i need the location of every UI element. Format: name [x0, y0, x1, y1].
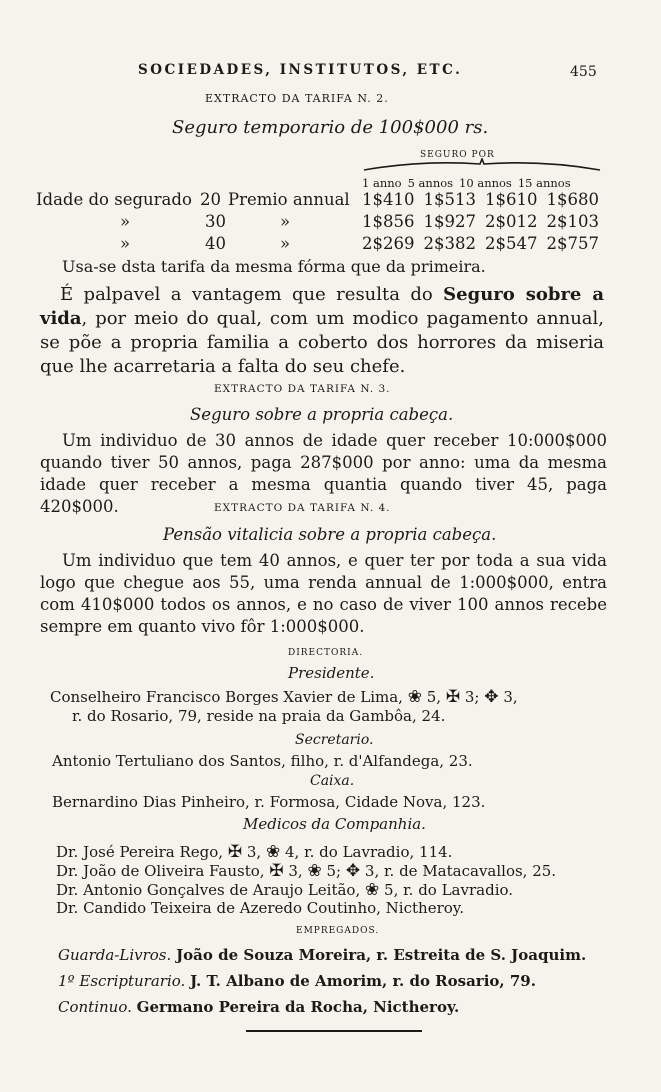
medico-entry: [56, 861, 556, 881]
table-cell: 1$610: [485, 190, 538, 209]
table-cell: 2$382: [423, 234, 476, 253]
medico-entry: [56, 842, 452, 862]
secretario-label: Secretario.: [295, 732, 374, 748]
rosette-icon: ❀: [365, 880, 380, 900]
seguro-por-label: SEGURO POR: [420, 150, 495, 160]
empregado-entry: [58, 998, 459, 1016]
presidente-label: Presidente.: [288, 664, 375, 682]
ditto-mark: »: [120, 212, 131, 231]
medico-entry: [56, 880, 513, 900]
empregado-role: Continuo.: [58, 998, 132, 1016]
secretario-entry: Antonio Tertuliano dos Santos, filho, r. d'Alfandega, 23.: [52, 752, 473, 770]
presidente-address: r. do Rosario, 79, reside na praia da Gambôa, 24.: [72, 707, 446, 725]
period-header: 15 annos: [517, 176, 571, 190]
caixa-entry: Bernardino Dias Pinheiro, r. Formosa, Cidade Nova, 123.: [52, 793, 486, 811]
intro-bold: Seguro sobre a vida: [40, 284, 604, 329]
medico-name: Dr. Candido Teixeira de Azeredo Coutinho, Nictheroy.: [56, 899, 465, 917]
ditto-mark: »: [280, 234, 291, 253]
cross-icon: ✠: [269, 861, 284, 881]
medicos-label: Medicos da Companhia.: [243, 815, 426, 833]
empregado-entry: [58, 972, 536, 990]
honor-value: 3;: [464, 688, 480, 706]
honor-value: 4,: [285, 843, 300, 861]
period-header: 10 annos: [459, 176, 512, 190]
presidente-name: Conselheiro Francisco Borges Xavier de Lima,: [50, 688, 403, 706]
tarifa3-heading: EXTRACTO DA TARIFA N. 3.: [214, 383, 391, 395]
table-row-age: 30: [205, 212, 226, 231]
table-cell: 2$269: [362, 234, 415, 253]
table-row-age: 20: [200, 190, 221, 209]
table-cell: 1$856: [362, 212, 415, 231]
honor-value: 3,: [503, 688, 518, 706]
period-header: 5 annos: [407, 176, 454, 190]
honor-value: 3,: [364, 862, 380, 880]
order-icon: ✥: [484, 687, 499, 707]
rosette-icon: ❀: [307, 861, 322, 881]
directoria-heading: DIRECTORIA.: [288, 648, 364, 658]
empregado-role: 1º Escripturario.: [58, 972, 186, 990]
empregado-role: Guarda-Livros.: [58, 946, 172, 964]
honor-value: 3,: [288, 862, 303, 880]
honor-value: 5,: [426, 688, 442, 706]
table-cell: 2$757: [546, 234, 599, 253]
table-row: [362, 234, 599, 253]
intro-rest: , por meio do qual, com um modico pagamento annual, se põe a propria familia a coberto dos horrores da miseria que lhe acarretaria a falta do seu chefe.: [40, 308, 604, 377]
tarifa4-heading: EXTRACTO DA TARIFA N. 4.: [214, 502, 391, 514]
medico-address: r. do Lavradio.: [403, 881, 514, 899]
ditto-mark: »: [120, 234, 131, 253]
caixa-label: Caixa.: [310, 773, 355, 789]
table-row: [362, 212, 599, 231]
medico-address: r. de Matacavallos, 25.: [384, 862, 557, 880]
table-cell: 2$103: [546, 212, 599, 231]
tarifa2-note: Usa-se dsta tarifa da mesma fórma que da primeira.: [62, 257, 486, 276]
medico-entry: [56, 899, 464, 917]
honor-value: 5,: [384, 881, 399, 899]
medico-name: Dr. Antonio Gonçalves de Araujo Leitão,: [56, 881, 361, 899]
cross-icon: ✠: [445, 687, 461, 707]
brace-icon: [362, 158, 602, 172]
empregado-name: João de Souza Moreira, r. Estreita de S. Joaquim.: [176, 946, 587, 964]
table-row: [362, 190, 599, 209]
premio-label: Premio annual: [228, 190, 350, 209]
intro-paragraph: [40, 283, 604, 379]
row-label: Idade do segurado: [36, 190, 192, 209]
tarifa2-subtitle: Seguro temporario de 100$000 rs.: [172, 117, 489, 138]
table-cell: 1$680: [546, 190, 599, 209]
presidente-entry: [50, 687, 518, 707]
ditto-mark: »: [280, 212, 291, 231]
table-cell: 2$012: [485, 212, 538, 231]
rosette-icon: ❀: [265, 842, 281, 862]
honor-value: 5;: [326, 862, 342, 880]
period-headers: [362, 176, 571, 190]
table-cell: 2$547: [485, 234, 538, 253]
table-cell: 1$927: [423, 212, 476, 231]
order-icon: ✥: [345, 861, 361, 881]
empregado-name: J. T. Albano de Amorim, r. do Rosario, 79.: [190, 972, 536, 990]
empregados-heading: EMPREGADOS.: [296, 926, 380, 936]
rosette-icon: ❀: [407, 687, 422, 707]
period-header: 1 anno: [362, 176, 402, 190]
table-cell: 1$410: [362, 190, 415, 209]
tarifa4-subtitle: Pensão vitalicia sobre a propria cabeça.: [163, 525, 497, 544]
tarifa3-text: Um individuo de 30 annos de idade quer receber 10:000$000 quando tiver 50 annos, paga 287$000 por anno: uma da mesma idade quer receber a mesma quantia quando tiver 45, paga 420$000.: [40, 431, 607, 516]
table-cell: 1$513: [423, 190, 476, 209]
page-header: SOCIEDADES, INSTITUTOS, ETC.: [138, 62, 463, 78]
table-row-age: 40: [205, 234, 226, 253]
medico-name: Dr. João de Oliveira Fausto,: [56, 862, 265, 880]
empregado-name: Germano Pereira da Rocha, Nictheroy.: [136, 998, 460, 1016]
end-rule: [246, 1030, 422, 1032]
honor-value: 3,: [246, 843, 262, 861]
medico-address: r. do Lavradio, 114.: [304, 843, 453, 861]
tarifa2-heading: EXTRACTO DA TARIFA N. 2.: [205, 92, 389, 105]
medico-name: Dr. José Pereira Rego,: [56, 843, 224, 861]
tarifa4-text: Um individuo que tem 40 annos, e quer ter por toda a sua vida logo que chegue aos 55, uma renda annual de 1:000$000, entra com 410$000 todos os annos, e no caso de viver 100 annos recebe sempre em quanto vivo fôr 1:000$000.: [40, 551, 607, 636]
cross-icon: ✠: [227, 842, 243, 862]
tarifa3-subtitle: Seguro sobre a propria cabeça.: [190, 405, 454, 424]
empregado-entry: [58, 946, 586, 964]
intro-lead: É palpavel a vantagem que resulta do: [60, 284, 444, 305]
page-number: 455: [570, 64, 597, 80]
